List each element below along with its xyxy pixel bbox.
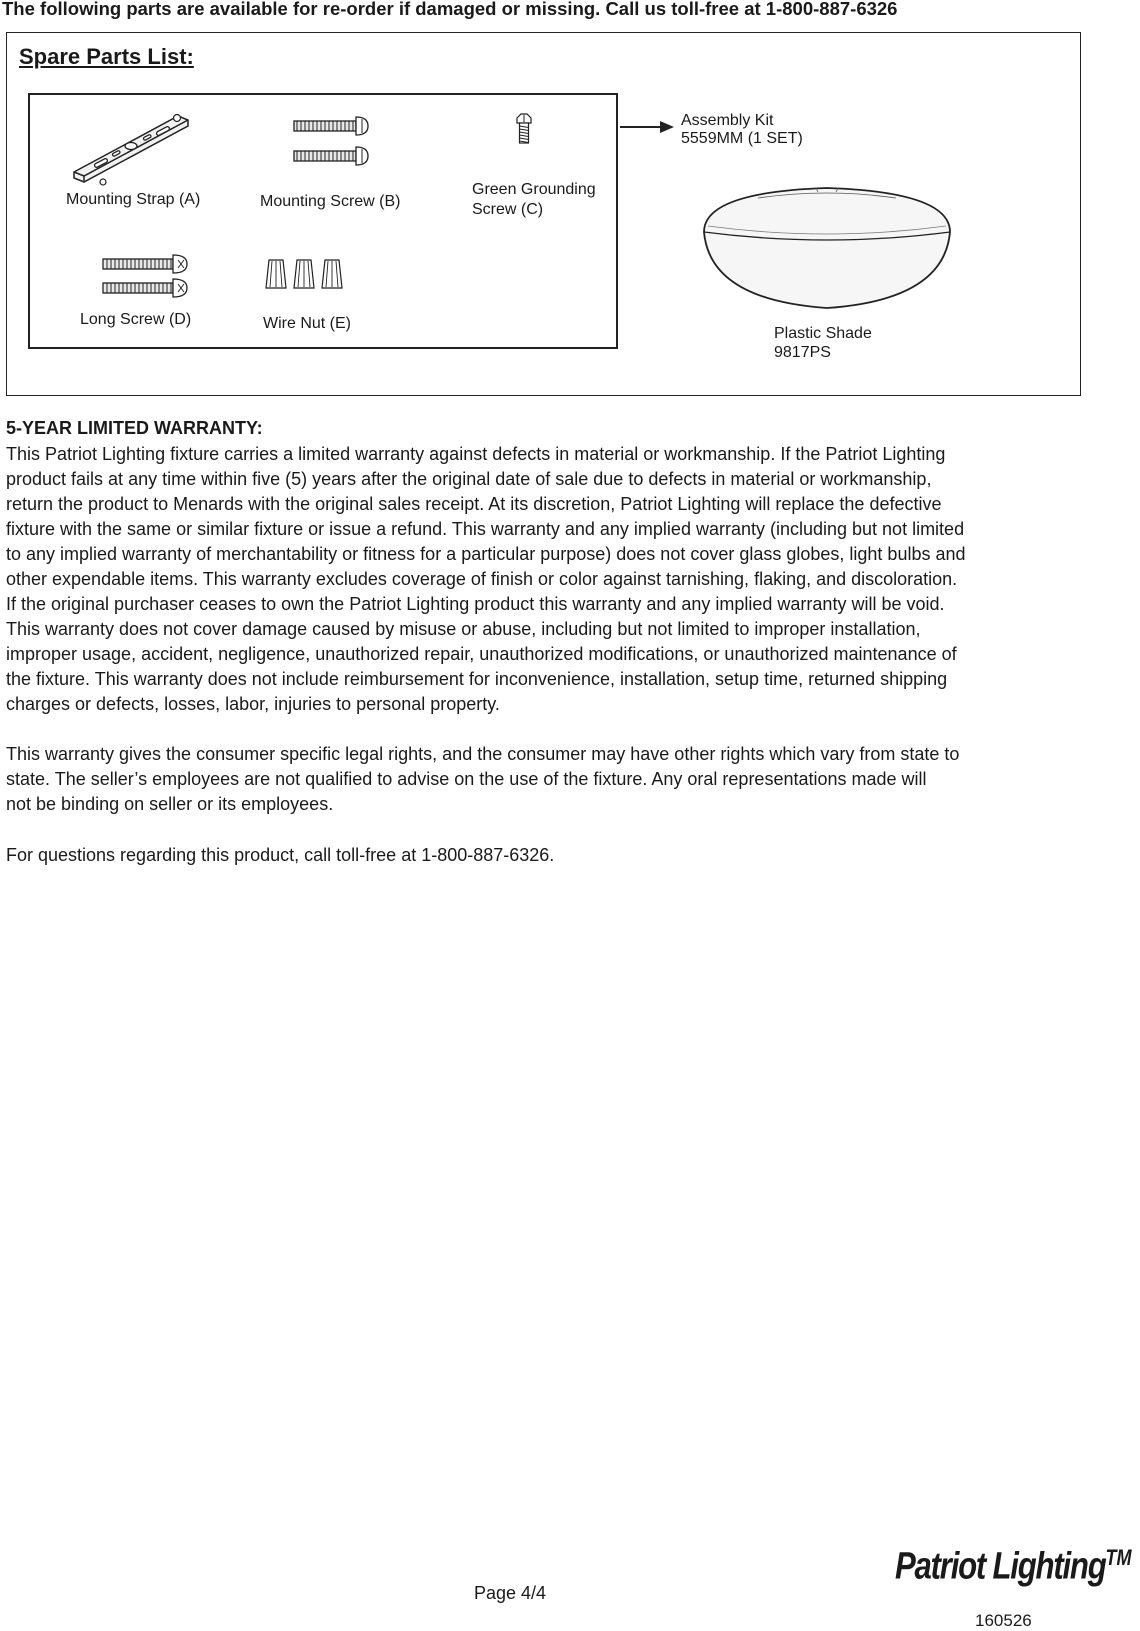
reorder-notice: The following parts are available for re-order if damaged or missing. Call us toll-free at 1-800-887-6326	[2, 0, 898, 19]
warranty-line: If the original purchaser ceases to own the Patriot Lighting product this warranty and any implied warranty will be void.	[6, 594, 945, 614]
warranty-line: the fixture. This warranty does not include reimbursement for inconvenience, installation, setup time, returned shipping	[6, 669, 948, 689]
grounding-screw-label-line1: Green Grounding	[472, 181, 596, 198]
mounting-strap-icon	[70, 110, 195, 185]
long-screw-label: Long Screw (D)	[80, 311, 192, 328]
warranty-line: not be binding on seller or its employees.	[6, 794, 334, 814]
spare-parts-title: Spare Parts List:	[19, 44, 194, 69]
mounting-screw-icon	[292, 114, 372, 174]
warranty-line: charges or defects, losses, labor, injuries to personal property.	[6, 694, 500, 714]
brand-name: Patriot Lighting	[895, 1545, 1106, 1588]
warranty-line: This warranty gives the consumer specific legal rights, and the consumer may have other rights which vary from state to	[6, 744, 960, 764]
warranty-line: product fails at any time within five (5) years after the original date of sale due to defects in material or workmanship,	[6, 469, 932, 489]
warranty-paragraph-1	[6, 442, 1101, 717]
grounding-screw-icon	[515, 112, 533, 146]
wire-nut-label: Wire Nut (E)	[263, 315, 351, 332]
warranty-title: 5-YEAR LIMITED WARRANTY:	[6, 418, 263, 438]
document-code: 160526	[975, 1611, 1032, 1630]
assembly-kit-label: Assembly Kit	[681, 112, 774, 129]
brand-logo	[895, 1545, 1132, 1589]
wire-nut-icon	[265, 258, 350, 292]
warranty-paragraph-2	[6, 742, 1101, 817]
warranty-line: This warranty does not cover damage caused by misuse or abuse, including but not limited to improper installation,	[6, 619, 921, 639]
long-screw-icon	[101, 254, 191, 300]
warranty-line: improper usage, accident, negligence, unauthorized repair, unauthorized modifications, or unauthorized maintenance of	[6, 644, 957, 664]
warranty-line: This Patriot Lighting fixture carries a limited warranty against defects in material or workmanship. If the Patriot Lighting	[6, 444, 946, 464]
warranty-line: other expendable items. This warranty excludes coverage of finish or color against tarnishing, flaking, and discoloration.	[6, 569, 958, 589]
warranty-line: state. The seller’s employees are not qualified to advise on the use of the fixture. Any oral representations made will	[6, 769, 927, 789]
plastic-shade-code: 9817PS	[774, 344, 831, 361]
arrow-icon	[618, 118, 678, 136]
warranty-paragraph-3: For questions regarding this product, call toll-free at 1-800-887-6326.	[6, 845, 555, 865]
grounding-screw-label-line2: Screw (C)	[472, 201, 544, 218]
mounting-strap-label: Mounting Strap (A)	[66, 191, 201, 208]
plastic-shade-icon	[698, 184, 956, 314]
mounting-screw-label: Mounting Screw (B)	[260, 193, 401, 210]
trademark-mark: TM	[1105, 1545, 1132, 1570]
warranty-line: fixture with the same or similar fixture or issue a refund. This warranty and any implied warranty (including but not limited	[6, 519, 965, 539]
warranty-line: to any implied warranty of merchantability or fitness for a particular purpose) does not cover glass globes, light bulbs and	[6, 544, 966, 564]
warranty-line: return the product to Menards with the original sales receipt. At its discretion, Patriot Lighting will replace the defective	[6, 494, 942, 514]
plastic-shade-label: Plastic Shade	[774, 325, 872, 342]
assembly-kit-code: 5559MM (1 SET)	[681, 130, 803, 147]
page-number: Page 4/4	[474, 1583, 547, 1603]
